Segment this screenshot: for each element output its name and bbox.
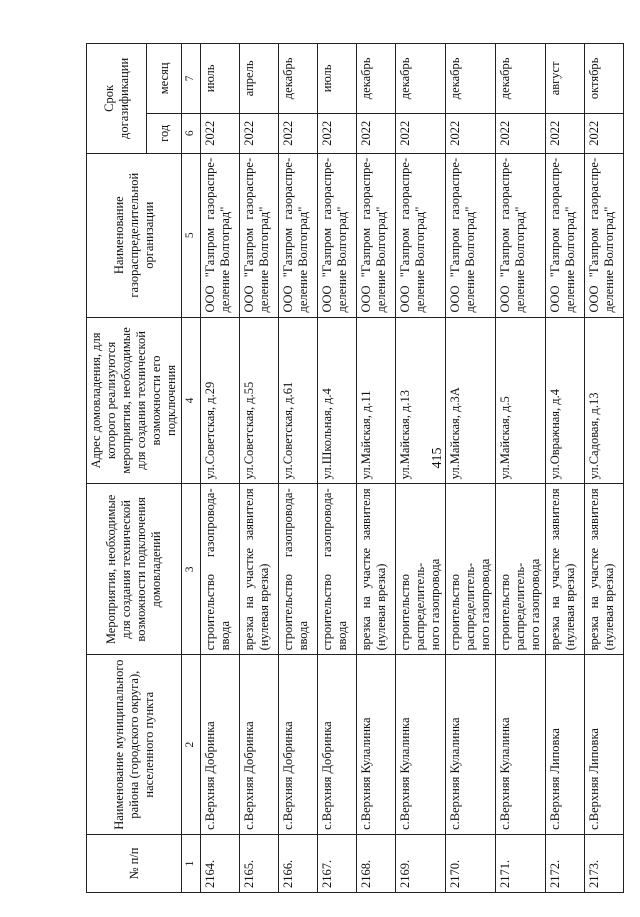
row-locality: с.Верхняя Добринка bbox=[317, 655, 356, 835]
measure-line-2: (нулевая врезка) bbox=[373, 563, 388, 651]
measure-line-2: (нулевая врезка) bbox=[562, 563, 577, 651]
column-number: 2 bbox=[182, 655, 201, 835]
measure-line-2: ного газопровода bbox=[427, 558, 442, 651]
row-measure bbox=[278, 484, 317, 655]
measure-line-2: (нулевая врезка) bbox=[601, 563, 616, 651]
row-address: ул.Садовая, д.13 bbox=[584, 317, 623, 484]
org-line-1: ООО "Газпром газораспре- bbox=[497, 157, 512, 313]
row-measure bbox=[495, 484, 545, 655]
row-measure bbox=[395, 484, 445, 655]
header-month: месяц bbox=[147, 44, 182, 114]
column-number: 4 bbox=[182, 317, 201, 484]
row-measure bbox=[317, 484, 356, 655]
org-line-2: деление Волгоград" bbox=[334, 206, 349, 313]
table-row bbox=[545, 44, 584, 893]
row-org bbox=[200, 153, 239, 317]
row-year: 2022 bbox=[545, 113, 584, 153]
row-num: 2172. bbox=[545, 834, 584, 892]
row-locality: с.Верхняя Кулалинка bbox=[356, 655, 395, 835]
table-row bbox=[395, 44, 445, 893]
row-measure bbox=[356, 484, 395, 655]
row-org bbox=[278, 153, 317, 317]
table-row bbox=[278, 44, 317, 893]
measure-line-1: врезка на участке заявителя bbox=[547, 488, 562, 651]
row-locality: с.Верхняя Кулалинка bbox=[395, 655, 445, 835]
row-address: ул.Майская, д.13 bbox=[395, 317, 445, 484]
org-line-2: деление Волгоград" bbox=[601, 206, 616, 313]
row-locality: с.Верхняя Добринка bbox=[239, 655, 278, 835]
org-line-1: ООО "Газпром газораспре- bbox=[397, 157, 412, 313]
row-num: 2167. bbox=[317, 834, 356, 892]
table-row bbox=[239, 44, 278, 893]
row-measure bbox=[445, 484, 495, 655]
row-month: июль bbox=[200, 44, 239, 114]
column-number: 3 bbox=[182, 484, 201, 655]
measure-line-1: врезка на участке заявителя bbox=[358, 488, 373, 651]
table-row bbox=[584, 44, 623, 893]
org-line-2: деление Волгоград" bbox=[373, 206, 388, 313]
row-num: 2170. bbox=[445, 834, 495, 892]
header-num: № п/п bbox=[87, 834, 182, 892]
row-year: 2022 bbox=[356, 113, 395, 153]
row-org bbox=[445, 153, 495, 317]
row-locality: с.Верхняя Липовка bbox=[545, 655, 584, 835]
row-month: август bbox=[545, 44, 584, 114]
row-locality: с.Верхняя Кулалинка bbox=[495, 655, 545, 835]
row-locality: с.Верхняя Кулалинка bbox=[445, 655, 495, 835]
row-address: ул.Овражная, д.4 bbox=[545, 317, 584, 484]
measure-line-1: строительство распределитель- bbox=[497, 562, 527, 651]
gasification-table bbox=[86, 43, 624, 893]
header-locality: Наименование муниципального района (городского округа), населенного пункта bbox=[87, 655, 182, 835]
row-measure bbox=[200, 484, 239, 655]
measure-line-2: ного газопровода bbox=[527, 558, 542, 651]
page-number: 415 bbox=[430, 447, 445, 469]
row-month: декабрь bbox=[495, 44, 545, 114]
row-year: 2022 bbox=[495, 113, 545, 153]
table-row bbox=[200, 44, 239, 893]
row-org bbox=[395, 153, 445, 317]
org-line-2: деление Волгоград" bbox=[512, 206, 527, 313]
row-month: апрель bbox=[239, 44, 278, 114]
org-line-2: деление Волгоград" bbox=[256, 206, 271, 313]
row-month: декабрь bbox=[445, 44, 495, 114]
row-address: ул.Советская, д.55 bbox=[239, 317, 278, 484]
row-org bbox=[584, 153, 623, 317]
measure-line-2: (нулевая врезка) bbox=[256, 563, 271, 651]
row-year: 2022 bbox=[239, 113, 278, 153]
row-org bbox=[317, 153, 356, 317]
row-num: 2166. bbox=[278, 834, 317, 892]
table-row bbox=[445, 44, 495, 893]
column-number: 7 bbox=[182, 44, 201, 114]
table-body bbox=[182, 44, 624, 893]
row-month: декабрь bbox=[395, 44, 445, 114]
row-address: ул.Школьная, д.4 bbox=[317, 317, 356, 484]
row-locality: с.Верхняя Липовка bbox=[584, 655, 623, 835]
header-term: Срок догазификации bbox=[87, 44, 147, 154]
org-line-1: ООО "Газпром газораспре- bbox=[319, 157, 334, 313]
row-num: 2173. bbox=[584, 834, 623, 892]
org-line-1: ООО "Газпром газораспре- bbox=[447, 157, 462, 313]
measure-line-1: строительство газопровода- bbox=[202, 488, 217, 651]
row-year: 2022 bbox=[395, 113, 445, 153]
org-line-2: деление Волгоград" bbox=[562, 206, 577, 313]
org-line-1: ООО "Газпром газораспре- bbox=[586, 157, 601, 313]
row-org bbox=[356, 153, 395, 317]
org-line-2: деление Волгоград" bbox=[462, 206, 477, 313]
org-line-1: ООО "Газпром газораспре- bbox=[202, 157, 217, 313]
measure-line-1: строительство распределитель- bbox=[447, 562, 477, 651]
row-org bbox=[545, 153, 584, 317]
row-num: 2165. bbox=[239, 834, 278, 892]
row-measure bbox=[545, 484, 584, 655]
row-year: 2022 bbox=[278, 113, 317, 153]
row-year: 2022 bbox=[584, 113, 623, 153]
row-num: 2164. bbox=[200, 834, 239, 892]
org-line-1: ООО "Газпром газораспре- bbox=[280, 157, 295, 313]
measure-line-1: строительство газопровода- bbox=[319, 488, 334, 651]
header-year: год bbox=[147, 113, 182, 153]
column-number: 6 bbox=[182, 113, 201, 153]
measure-line-2: ввода bbox=[295, 620, 310, 651]
row-org bbox=[239, 153, 278, 317]
org-line-1: ООО "Газпром газораспре- bbox=[241, 157, 256, 313]
table-row bbox=[356, 44, 395, 893]
row-address: ул.Советская, д.29 bbox=[200, 317, 239, 484]
rotated-table-wrapper bbox=[86, 43, 640, 893]
header-address: Адрес домовладения, для которого реализуются мероприятия, необходимые для создания технической возможности его подключения bbox=[87, 317, 182, 484]
org-line-1: ООО "Газпром газораспре- bbox=[547, 157, 562, 313]
row-month: декабрь bbox=[278, 44, 317, 114]
row-measure bbox=[239, 484, 278, 655]
org-line-2: деление Волгоград" bbox=[217, 206, 232, 313]
measure-line-2: ввода bbox=[334, 620, 349, 651]
row-org bbox=[495, 153, 545, 317]
row-month: июль bbox=[317, 44, 356, 114]
row-num: 2168. bbox=[356, 834, 395, 892]
measure-line-2: ввода bbox=[217, 620, 232, 651]
table-row bbox=[495, 44, 545, 893]
table-row bbox=[317, 44, 356, 893]
row-year: 2022 bbox=[200, 113, 239, 153]
row-num: 2169. bbox=[395, 834, 445, 892]
org-line-1: ООО "Газпром газораспре- bbox=[358, 157, 373, 313]
column-number: 5 bbox=[182, 153, 201, 317]
measure-line-1: врезка на участке заявителя bbox=[241, 488, 256, 651]
row-month: октябрь bbox=[584, 44, 623, 114]
row-year: 2022 bbox=[445, 113, 495, 153]
row-locality: с.Верхняя Добринка bbox=[200, 655, 239, 835]
measure-line-1: строительство распределитель- bbox=[397, 562, 427, 651]
row-measure bbox=[584, 484, 623, 655]
org-line-2: деление Волгоград" bbox=[412, 206, 427, 313]
org-line-2: деление Волгоград" bbox=[295, 206, 310, 313]
row-address: ул.Майская, д.11 bbox=[356, 317, 395, 484]
row-year: 2022 bbox=[317, 113, 356, 153]
row-locality: с.Верхняя Добринка bbox=[278, 655, 317, 835]
row-month: декабрь bbox=[356, 44, 395, 114]
measure-line-1: строительство газопровода- bbox=[280, 488, 295, 651]
row-address: ул.Советская, д.61 bbox=[278, 317, 317, 484]
row-address: ул.Майская, д.5 bbox=[495, 317, 545, 484]
measure-line-1: врезка на участке заявителя bbox=[586, 488, 601, 651]
column-numbers-row bbox=[182, 44, 201, 893]
row-address: ул.Майская, д.3А bbox=[445, 317, 495, 484]
header-measures: Мероприятия, необходимые для создания технической возможности подключения домовладений bbox=[87, 484, 182, 655]
header-org: Наименование газораспределительной организации bbox=[87, 153, 182, 317]
row-num: 2171. bbox=[495, 834, 545, 892]
column-number: 1 bbox=[182, 834, 201, 892]
measure-line-2: ного газопровода bbox=[477, 558, 492, 651]
